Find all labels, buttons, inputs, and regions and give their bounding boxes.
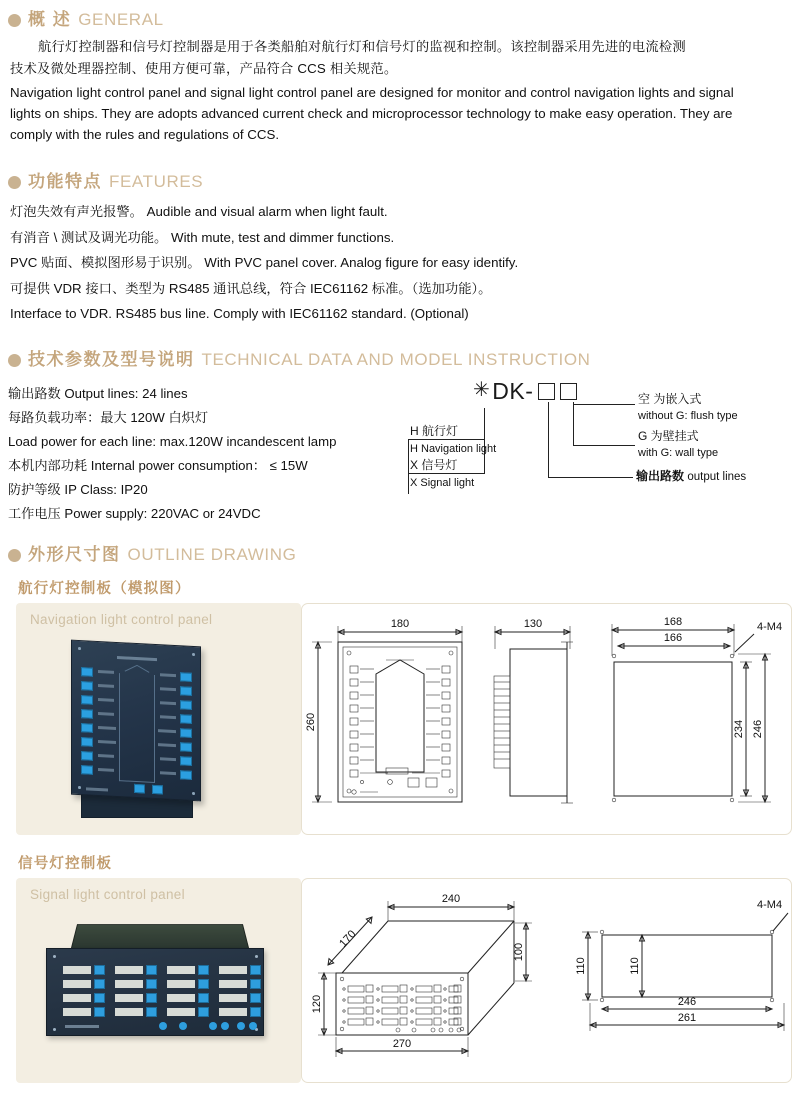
general-paragraph-en-1: Navigation light control panel and signal light control panel are designed for monitor and control navigation lights and signal bbox=[10, 85, 734, 100]
nav-panel-photo bbox=[71, 643, 201, 818]
leader-line bbox=[548, 402, 549, 478]
leader-line bbox=[573, 404, 635, 405]
model-flush-cn: 空 为嵌入式 bbox=[638, 391, 702, 406]
model-output-lines-cn: 输出路数 bbox=[636, 468, 685, 483]
leader-line bbox=[573, 445, 635, 446]
section-outline bbox=[8, 526, 792, 1086]
technical-header bbox=[8, 345, 792, 370]
signal-photo-pane bbox=[16, 878, 301, 1083]
leader-line bbox=[408, 439, 485, 440]
outline-header bbox=[8, 540, 792, 565]
bullet-icon bbox=[8, 354, 21, 367]
dim-sig-height-side: 100 bbox=[513, 942, 525, 961]
model-instruction-diagram bbox=[388, 376, 792, 516]
features-header bbox=[8, 167, 792, 192]
spec-output-lines: 输出路数 Output lines: 24 lines bbox=[8, 385, 188, 401]
features-list bbox=[8, 192, 792, 327]
spec-load-power-cn: 每路负载功率：最大 120W 白炽灯 bbox=[8, 409, 209, 425]
nav-photo-pane bbox=[16, 603, 301, 835]
nav-panel-block bbox=[8, 565, 792, 838]
dim-nav-width: 180 bbox=[390, 617, 410, 630]
model-code-box-1 bbox=[538, 383, 555, 400]
nav-drawing-pane bbox=[301, 603, 792, 835]
model-flush-en: without G: flush type bbox=[638, 409, 738, 422]
section-technical bbox=[8, 327, 792, 526]
nav-dimension-drawing bbox=[302, 604, 791, 834]
spec-internal-power: 本机内部功耗 Internal power consumption： ≤ 15W bbox=[8, 457, 308, 473]
dim-sig-mount-w-inner: 246 bbox=[677, 995, 697, 1008]
bullet-icon bbox=[8, 14, 21, 27]
dim-sig-screws: 4-M4 bbox=[757, 898, 783, 911]
technical-spec-list bbox=[8, 376, 388, 526]
model-code-box-2 bbox=[560, 383, 577, 400]
spec-power-supply: 工作电压 Power supply: 220VAC or 24VDC bbox=[8, 505, 261, 521]
dim-sig-width-top: 240 bbox=[441, 892, 461, 905]
feature-item: 灯泡失效有声光报警。 Audible and visual alarm when light fault. bbox=[10, 204, 388, 219]
nav-photo-label: Navigation light control panel bbox=[30, 611, 213, 627]
signal-drawing-pane bbox=[301, 878, 792, 1083]
model-code bbox=[473, 378, 577, 405]
signal-panel-photo bbox=[38, 922, 278, 1040]
leader-line bbox=[484, 408, 485, 474]
spec-load-power-en: Load power for each line: max.120W incandescent lamp bbox=[8, 433, 337, 449]
general-title-cn: 概 述 bbox=[28, 10, 72, 29]
feature-item: 有消音 \ 测试及调光功能。 With mute, test and dimmer functions. bbox=[10, 229, 395, 245]
general-paragraph-en-3: comply with the rules and regulations of CCS. bbox=[10, 127, 280, 142]
model-output-lines-label bbox=[636, 470, 746, 484]
model-x-en: X Signal light bbox=[410, 476, 475, 489]
dim-sig-mount-h-outer: 110 bbox=[575, 956, 587, 975]
dim-sig-depth: 170 bbox=[337, 927, 359, 950]
model-h-cn: H 航行灯 bbox=[410, 423, 459, 438]
dim-nav-mount-h-inner: 234 bbox=[733, 719, 745, 738]
features-title-cn: 功能特点 bbox=[28, 172, 102, 191]
model-wall-cn: G 为壁挂式 bbox=[638, 428, 699, 443]
dim-nav-screws: 4-M4 bbox=[757, 620, 783, 633]
general-paragraph-en-2: lights on ships. They are adopts advanced current check and microprocessor technology to make easy operation. They are bbox=[10, 106, 733, 121]
model-wall-en: with G: wall type bbox=[638, 446, 719, 459]
bullet-icon bbox=[8, 176, 21, 189]
nav-panel-heading-cn: 航行灯控制板（模拟图） bbox=[18, 580, 191, 597]
section-features bbox=[8, 145, 792, 327]
signal-photo-label: Signal light control panel bbox=[30, 886, 185, 902]
model-code-prefix: DK- bbox=[492, 377, 534, 404]
leader-line bbox=[408, 473, 485, 474]
section-general bbox=[8, 0, 792, 145]
feature-item: Interface to VDR. RS485 bus line. Comply with IEC61162 standard. (Optional) bbox=[10, 306, 469, 321]
dim-sig-face-width: 270 bbox=[392, 1037, 412, 1050]
bullet-icon bbox=[8, 549, 21, 562]
general-title-en: GENERAL bbox=[78, 10, 164, 29]
model-code-star: ✳ bbox=[473, 378, 491, 401]
spec-ip-class: 防护等级 IP Class: IP20 bbox=[8, 481, 148, 497]
dim-nav-mount-h-outer: 246 bbox=[752, 719, 764, 738]
model-x-cn: X 信号灯 bbox=[410, 457, 458, 472]
feature-item: 可提供 VDR 接口、类型为 RS485 通讯总线，符合 IEC61162 标准。（选加功能）。 bbox=[10, 280, 492, 296]
signal-dimension-drawing bbox=[302, 879, 791, 1082]
technical-title-cn: 技术参数及型号说明 bbox=[28, 349, 195, 369]
dim-sig-mount-w-outer: 261 bbox=[677, 1011, 697, 1024]
general-paragraph-cn-1: 航行灯控制器和信号灯控制器是用于各类船舶对航行灯和信号灯的监视和控制。该控制器采用先进的电流检测 bbox=[38, 39, 686, 54]
technical-title-en: TECHNICAL DATA AND MODEL INSTRUCTION bbox=[201, 349, 591, 369]
dim-sig-face-height: 120 bbox=[311, 994, 323, 1013]
outline-title-en: OUTLINE DRAWING bbox=[127, 544, 297, 564]
feature-item: PVC 贴面、模拟图形易于识别。 With PVC panel cover. Analog figure for easy identify. bbox=[10, 255, 519, 270]
signal-panel-heading-cn: 信号灯控制板 bbox=[18, 855, 113, 872]
model-output-lines-en: output lines bbox=[687, 470, 747, 483]
general-header bbox=[8, 5, 792, 30]
dim-nav-height: 260 bbox=[305, 712, 317, 731]
general-paragraph-cn-2: 技术及微处理器控制、使用方便可靠，产品符合 CCS 相关规范。 bbox=[10, 61, 398, 76]
dim-nav-mount-w-inner: 166 bbox=[663, 631, 683, 644]
signal-panel-block bbox=[8, 838, 792, 1086]
leader-line bbox=[573, 402, 574, 446]
features-title-en: FEATURES bbox=[109, 172, 204, 191]
model-h-en: H Navigation light bbox=[410, 442, 497, 455]
leader-line bbox=[548, 477, 633, 478]
dim-nav-depth: 130 bbox=[523, 617, 543, 630]
outline-title-cn: 外形尺寸图 bbox=[28, 544, 121, 564]
dim-sig-mount-h-inner: 110 bbox=[629, 956, 641, 975]
dim-nav-mount-w-outer: 168 bbox=[663, 615, 683, 628]
